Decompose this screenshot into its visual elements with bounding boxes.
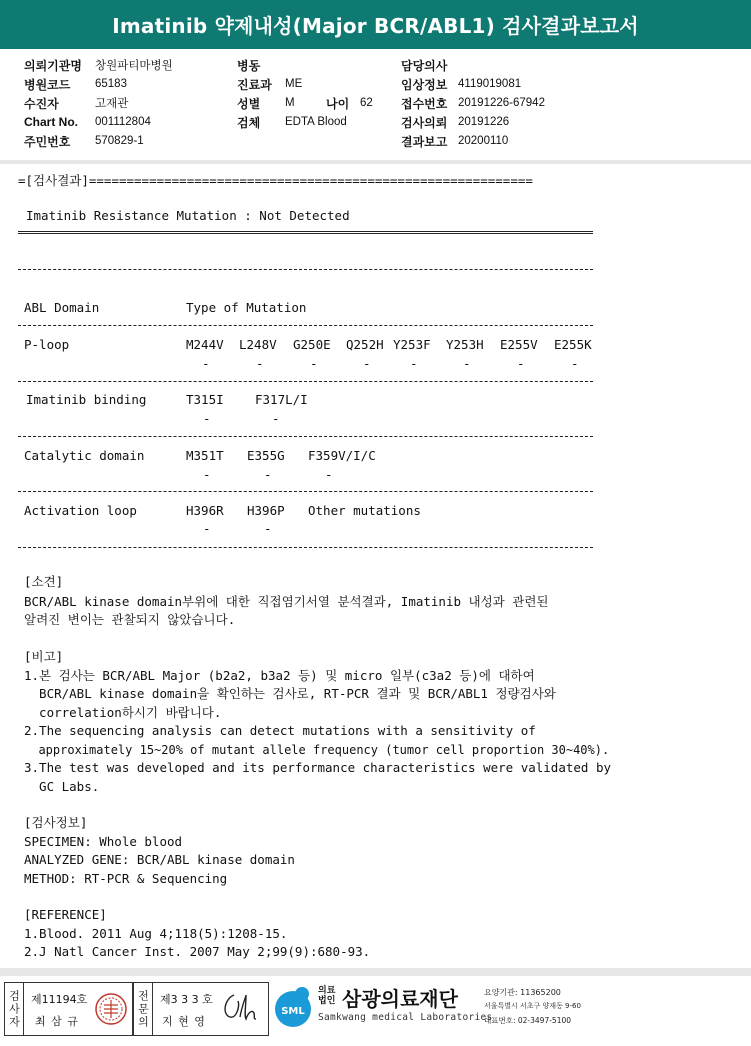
mutation-result: -	[363, 356, 371, 371]
info-label: 결과보고	[401, 134, 448, 149]
org-type-small	[318, 986, 335, 1006]
mutation-label: Y253H	[446, 337, 484, 352]
info-department	[237, 75, 302, 93]
info-value: 4119019081	[458, 78, 522, 90]
domain-catalytic: Catalytic domain	[24, 448, 145, 463]
info-label: Chart No.	[24, 115, 78, 129]
mutation-result: -	[203, 467, 211, 482]
mutation-result: -	[463, 356, 471, 371]
info-label: 병원코드	[24, 77, 71, 92]
dashed-rule	[18, 436, 593, 437]
results-summary: Imatinib Resistance Mutation : Not Detected	[26, 208, 350, 223]
info-resident-no	[24, 132, 144, 150]
logo-text: SML	[281, 1006, 305, 1017]
remarks-line: GC Labs.	[24, 779, 100, 794]
mutation-label: T315I	[186, 392, 224, 407]
info-value: 001112804	[95, 116, 151, 128]
mutation-result: -	[571, 356, 579, 371]
info-sex	[237, 94, 295, 112]
info-value: 20191226-67942	[458, 97, 545, 109]
report-title: Imatinib 약제내성(Major BCR/ABL1) 검사결과보고서	[0, 0, 751, 49]
info-label: 의뢰기관명	[24, 58, 82, 73]
org-code: 요양기관: 11365200	[484, 988, 561, 997]
specialist-name: 지 현 영	[162, 1015, 206, 1028]
mutation-label: H396P	[247, 503, 285, 518]
info-age	[326, 94, 373, 112]
info-label: 검사의뢰	[401, 115, 448, 130]
mutation-result: -	[264, 467, 272, 482]
test-info-line: SPECIMEN: Whole blood	[24, 834, 183, 849]
mutation-label: G250E	[293, 337, 331, 352]
mutation-result: -	[517, 356, 525, 371]
info-label: 성별	[237, 96, 261, 111]
results-section-header: =[검사결과]===========================================================	[18, 173, 533, 188]
info-label: 접수번호	[401, 96, 448, 111]
dashed-rule	[18, 269, 593, 270]
signature-box-specialist	[133, 982, 269, 1036]
tester-license-no: 제11194호	[31, 993, 88, 1006]
signature-icon	[220, 989, 260, 1027]
info-label: 병동	[237, 58, 261, 73]
mutation-label: E255K	[554, 337, 592, 352]
mutation-result: -	[203, 411, 211, 426]
vertical-label	[135, 990, 151, 1031]
test-info-line: METHOD: RT-PCR & Sequencing	[24, 871, 228, 886]
mutation-result: -	[256, 356, 264, 371]
dashed-rule	[18, 547, 593, 548]
remarks-line: 3.The test was developed and its performance characteristics were validated by	[24, 760, 611, 775]
mutation-result: -	[202, 356, 210, 371]
reference-heading: [REFERENCE]	[24, 907, 107, 922]
mutation-label: H396R	[186, 503, 224, 518]
tester-name: 최 삼 규	[35, 1015, 79, 1028]
info-value: 20200110	[458, 135, 509, 147]
vertical-label-text: 검사자	[7, 990, 21, 1029]
dashed-rule	[18, 325, 593, 326]
info-label: 주민번호	[24, 134, 71, 149]
info-report-date	[401, 132, 508, 150]
info-doctor	[401, 56, 458, 74]
domain-imatinib-binding: Imatinib binding	[26, 392, 147, 407]
info-value: 20191226	[458, 116, 510, 128]
specialist-license-no: 제3 3 3 호	[160, 993, 213, 1006]
patient-info-block	[0, 52, 751, 152]
remarks-line: BCR/ABL kinase domain을 확인하는 검사로, RT-PCR 결과 및 BCR/ABL1 정량검사와	[24, 686, 556, 701]
mutation-label: F359V/I/C	[308, 448, 376, 463]
mutation-label: Q252H	[346, 337, 384, 352]
info-value: 62	[360, 97, 373, 109]
info-value: ME	[285, 78, 303, 90]
reference-line: 2.J Natl Cancer Inst. 2007 May 2;99(9):680-93.	[24, 944, 371, 959]
info-clinical	[401, 75, 521, 93]
org-name: 삼광의료재단	[342, 987, 458, 1011]
footer-divider	[0, 968, 751, 976]
mutation-label: E255V	[500, 337, 538, 352]
remarks-heading: [비고]	[24, 649, 64, 664]
reference-line: 1.Blood. 2011 Aug 4;118(5):1208-15.	[24, 926, 288, 941]
findings-line: BCR/ABL kinase domain부위에 대한 직접염기서열 분석결과, Imatinib 내성과 관련된	[24, 594, 549, 609]
info-specimen	[237, 113, 347, 131]
findings-line: 알려진 변이는 관찰되지 않았습니다.	[24, 612, 236, 627]
remarks-line: 2.The sequencing analysis can detect mutations with a sensitivity of	[24, 723, 536, 738]
info-label: 나이	[326, 96, 350, 111]
remarks-line: 1.본 검사는 BCR/ABL Major (b2a2, b3a2 등) 및 micro 일부(c3a2 등)에 대하여	[24, 668, 535, 683]
org-type-line: 법인	[318, 996, 336, 1006]
info-value: 570829-1	[95, 135, 144, 147]
mutation-result: -	[272, 411, 280, 426]
mutation-label: F317L/I	[255, 392, 308, 407]
remarks-line: correlation하시기 바랍니다.	[24, 705, 222, 720]
sml-logo-icon	[271, 983, 315, 1031]
info-patient	[24, 94, 128, 112]
info-value: 65183	[95, 78, 127, 90]
signature-box-tester	[4, 982, 133, 1036]
info-hospital-code	[24, 75, 127, 93]
org-phone: 대표번호: 02-3497-5100	[484, 1016, 572, 1025]
info-value: M	[285, 97, 295, 109]
org-type-line: 의료	[318, 986, 336, 996]
mutation-result: -	[325, 467, 333, 482]
col-header-type: Type of Mutation	[186, 300, 307, 315]
info-value: 창원파티마병원	[95, 60, 173, 72]
domain-activation-loop: Activation loop	[24, 503, 137, 518]
seal-icon	[93, 991, 129, 1027]
vertical-label-text: 전문의	[136, 990, 150, 1029]
mutation-label: E355G	[247, 448, 285, 463]
mutation-label: Y253F	[393, 337, 431, 352]
info-chart-no	[24, 113, 151, 131]
info-label: 담당의사	[401, 58, 448, 73]
org-english-name: Samkwang medical Laboratories	[318, 1012, 493, 1023]
mutation-result: -	[310, 356, 318, 371]
org-address: 서울특별시 서초구 양재동 9-60	[484, 1002, 581, 1010]
mutation-result: -	[203, 521, 211, 536]
domain-p-loop: P-loop	[24, 337, 70, 352]
mutation-result: -	[410, 356, 418, 371]
remarks-line: approximately 15~20% of mutant allele frequency (tumor cell proportion 30~40%).	[24, 743, 610, 757]
info-label: 검체	[237, 115, 261, 130]
test-info-line: ANALYZED GENE: BCR/ABL kinase domain	[24, 852, 295, 867]
mutation-label: Other mutations	[308, 503, 421, 518]
info-label: 수진자	[24, 96, 59, 111]
info-label: 진료과	[237, 77, 272, 92]
mutation-label: M351T	[186, 448, 224, 463]
info-value: EDTA Blood	[285, 116, 347, 128]
info-request-date	[401, 113, 509, 131]
dashed-rule	[18, 381, 593, 382]
info-value: 고재관	[95, 98, 129, 110]
mutation-label: M244V	[186, 337, 224, 352]
dashed-rule	[18, 491, 593, 492]
test-info-heading: [검사정보]	[24, 815, 88, 830]
info-ward	[237, 56, 285, 74]
vertical-label	[6, 990, 22, 1031]
mutation-result: -	[264, 521, 272, 536]
col-header-domain: ABL Domain	[24, 300, 100, 315]
header-divider	[0, 160, 751, 164]
double-rule	[18, 231, 593, 234]
info-label: 임상정보	[401, 77, 448, 92]
info-institution	[24, 56, 173, 74]
mutation-label: L248V	[239, 337, 277, 352]
info-receipt-no	[401, 94, 545, 112]
findings-heading: [소견]	[24, 574, 64, 589]
